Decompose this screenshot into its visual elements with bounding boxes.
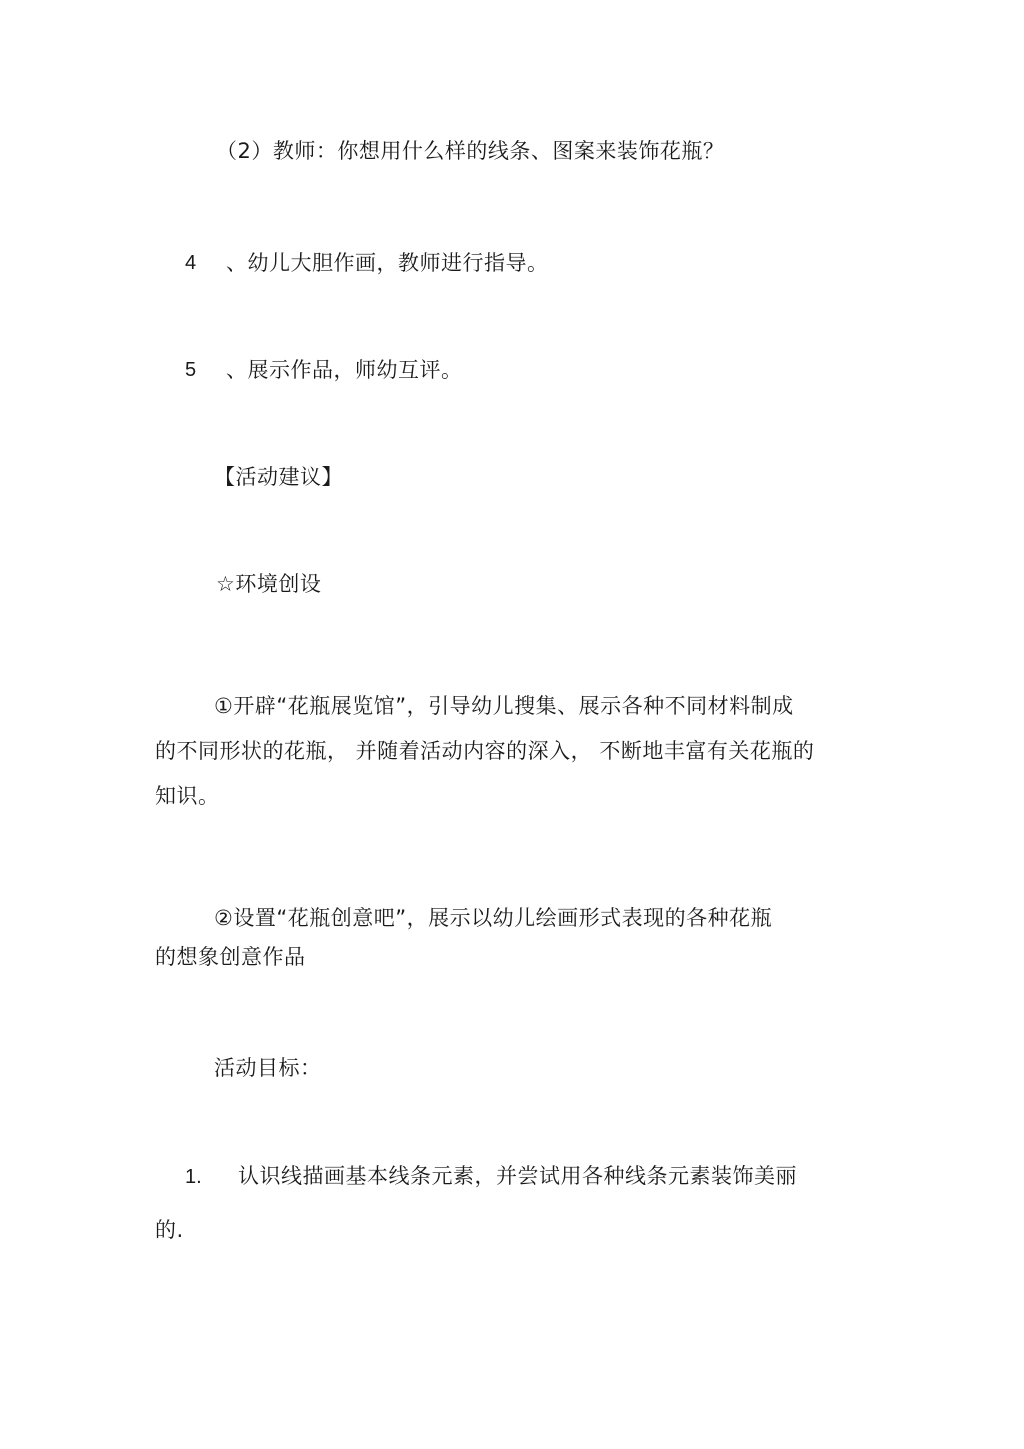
goal-1-line-1: 认识线描画基本线条元素，并尝试用各种线条元素装饰美丽 (238, 1164, 797, 1188)
step-4-text: 、幼儿大胆作画，教师进行指导。 (226, 251, 549, 275)
activity-goals-heading: 活动目标： (214, 1056, 322, 1080)
activity-suggestion-heading: 【活动建议】 (214, 465, 343, 489)
item-1-line-1: ①开辟“花瓶展览馆”，引导幼儿搜集、展示各种不同材料制成 (214, 694, 794, 718)
item-2-line-2: 的想象创意作品 (155, 945, 306, 969)
question-2-line: （2）教师：你想用什么样的线条、图案来装饰花瓶？ (216, 139, 725, 163)
step-5-number: 5 (185, 359, 197, 381)
item-1-line-3: 知识。 (155, 784, 220, 808)
item-1-line-2: 的不同形状的花瓶， 并随着活动内容的深入， 不断地丰富有关花瓶的 (155, 739, 815, 763)
environment-setup-heading: ☆环境创设 (216, 572, 322, 596)
step-4-number: 4 (185, 252, 197, 274)
step-5-text: 、展示作品，师幼互评。 (226, 358, 463, 382)
goal-1-line-2: 的. (155, 1218, 184, 1242)
goal-1-number: 1. (185, 1166, 202, 1188)
item-2-line-1: ②设置“花瓶创意吧”，展示以幼儿绘画形式表现的各种花瓶 (214, 906, 773, 930)
